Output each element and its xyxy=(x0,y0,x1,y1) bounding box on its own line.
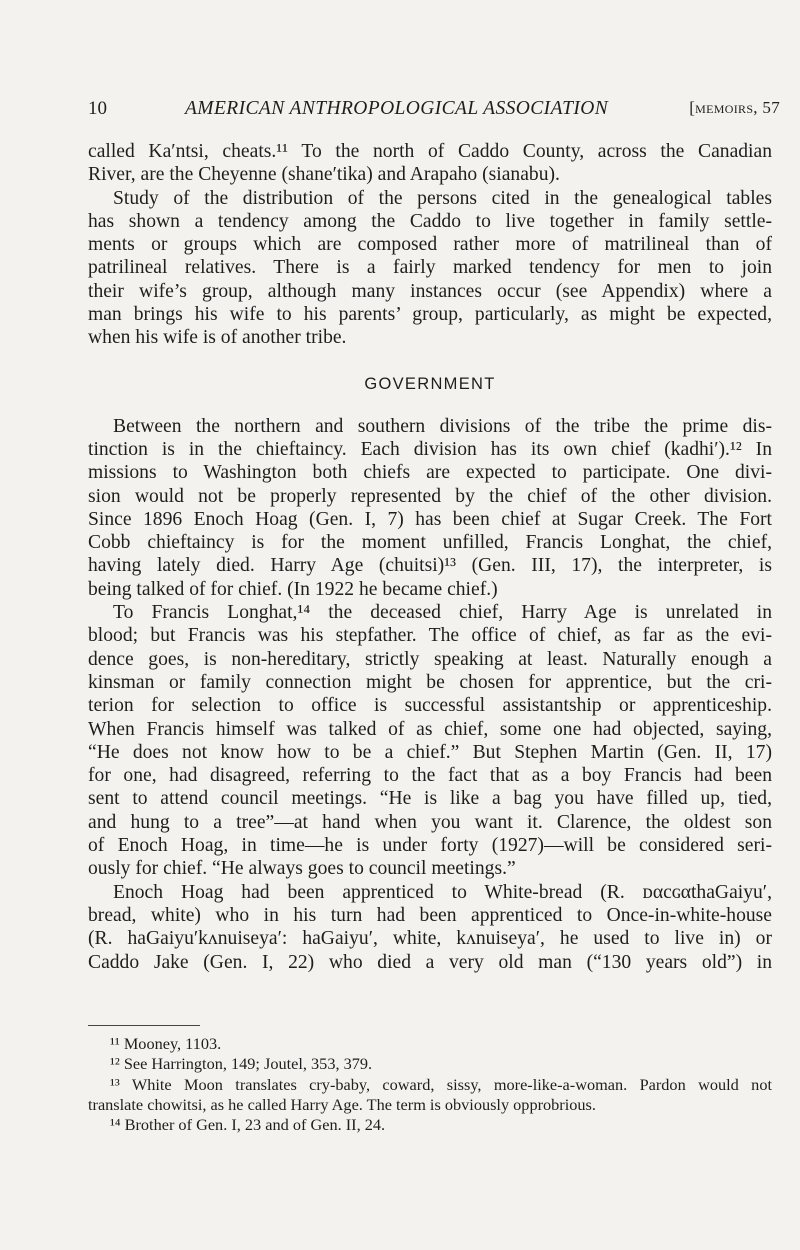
text-line: missions to Washington both chiefs are expected to participate. One divi- xyxy=(88,462,772,484)
text-line: terion for selection to office is successful assistantship or apprenticeship. xyxy=(88,695,772,717)
section-heading: GOVERNMENT xyxy=(364,374,496,393)
footnote-rule xyxy=(88,1025,200,1026)
text-line: Enoch Hoag had been apprenticed to White-bread (R. ᴅαcɢαthaGaiyu′, xyxy=(113,881,772,903)
text-line: patrilineal relatives. There is a fairly marked tendency for men to join xyxy=(88,257,772,279)
footnote-13-continued: translate chowitsi, as he called Harry Age. The term is obviously opprobrious. xyxy=(88,1094,596,1114)
paragraph-5 xyxy=(88,881,772,974)
footnote-13: ¹³ White Moon translates cry-baby, coward, sissy, more-like-a-woman. Pardon would not xyxy=(110,1074,772,1094)
text-line: ously for chief. “He always goes to council meetings.” xyxy=(88,858,516,880)
text-line: Since 1896 Enoch Hoag (Gen. I, 7) has been chief at Sugar Creek. The Fort xyxy=(88,508,772,530)
text-line: blood; but Francis was his stepfather. The office of chief, as far as the evi- xyxy=(88,625,772,647)
text-line: called Ka′ntsi, cheats.¹¹ To the north of Caddo County, across the Canadian xyxy=(88,141,772,162)
running-header xyxy=(70,98,780,128)
page-number: 10 xyxy=(88,98,107,119)
body-text xyxy=(88,140,772,974)
text-line: River, are the Cheyenne (shane′tika) and Arapaho (sianabu). xyxy=(88,164,560,186)
paragraph-4 xyxy=(88,601,772,881)
text-line: sion would not be properly represented by the chief of the other division. xyxy=(88,485,772,507)
text-line: when his wife is of another tribe. xyxy=(88,327,347,349)
series-mark: [memoirs, 57 xyxy=(689,98,780,117)
text-line: dence goes, is non-hereditary, strictly speaking at least. Naturally enough a xyxy=(88,648,772,670)
paragraph-1 xyxy=(88,140,772,187)
text-line: bread, white) who in his turn had been apprenticed to Once-in-white-house xyxy=(88,904,772,926)
text-line: their wife’s group, although many instances occur (see Appendix) where a xyxy=(88,280,772,302)
paragraph-2 xyxy=(88,187,772,350)
footnote-11: ¹¹ Mooney, 1103. xyxy=(110,1034,222,1053)
text-line: kinsman or family connection might be chosen for apprentice, but the cri- xyxy=(88,671,772,693)
text-line: of Enoch Hoag, in time—he is under forty (1927)—will be considered seri- xyxy=(88,835,772,857)
text-line: sent to attend council meetings. “He is like a bag you have filled up, tied, xyxy=(88,788,772,810)
text-line: ments or groups which are composed rather more of matrilineal than of xyxy=(88,234,772,256)
text-line: man brings his wife to his parents’ group, particularly, as might be expected, xyxy=(88,304,772,326)
text-line: for one, had disagreed, referring to the fact that as a boy Francis had been xyxy=(88,765,772,787)
text-line: Between the northern and southern divisions of the tribe the prime dis- xyxy=(113,415,772,437)
text-line: Study of the distribution of the persons cited in the genealogical tables xyxy=(113,187,772,209)
text-line: has shown a tendency among the Caddo to live together in family settle- xyxy=(88,210,772,232)
text-line: To Francis Longhat,¹⁴ the deceased chief, Harry Age is unrelated in xyxy=(113,602,772,624)
text-line: When Francis himself was talked of as chief, some one had objected, saying, xyxy=(88,718,772,740)
footnotes xyxy=(88,1034,772,1135)
text-line: being talked of for chief. (In 1922 he became chief.) xyxy=(88,578,498,600)
paragraph-3 xyxy=(88,415,772,601)
text-line: Caddo Jake (Gen. I, 22) who died a very old man (“130 years old”) in xyxy=(88,951,772,973)
running-title: AMERICAN ANTHROPOLOGICAL ASSOCIATION xyxy=(185,98,609,119)
text-line: having lately died. Harry Age (chuitsi)¹³ (Gen. III, 17), the interpreter, is xyxy=(88,555,772,577)
text-line: and hung to a tree”—at hand when you want it. Clarence, the oldest son xyxy=(88,811,772,833)
text-line: (R. haGaiyu′kʌnuiseya′: haGaiyu′, white, kʌnuiseya′, he used to live in) or xyxy=(88,928,772,950)
footnote-12: ¹² See Harrington, 149; Joutel, 353, 379. xyxy=(110,1054,373,1074)
text-line: Cobb chieftaincy is for the moment unfilled, Francis Longhat, the chief, xyxy=(88,532,772,554)
text-line: tinction is in the chieftaincy. Each division has its own chief (kadhi′).¹² In xyxy=(88,438,772,460)
text-line: “He does not know how to be a chief.” But Stephen Martin (Gen. II, 17) xyxy=(88,741,772,763)
footnote-14: ¹⁴ Brother of Gen. I, 23 and of Gen. II, 24. xyxy=(110,1115,386,1135)
